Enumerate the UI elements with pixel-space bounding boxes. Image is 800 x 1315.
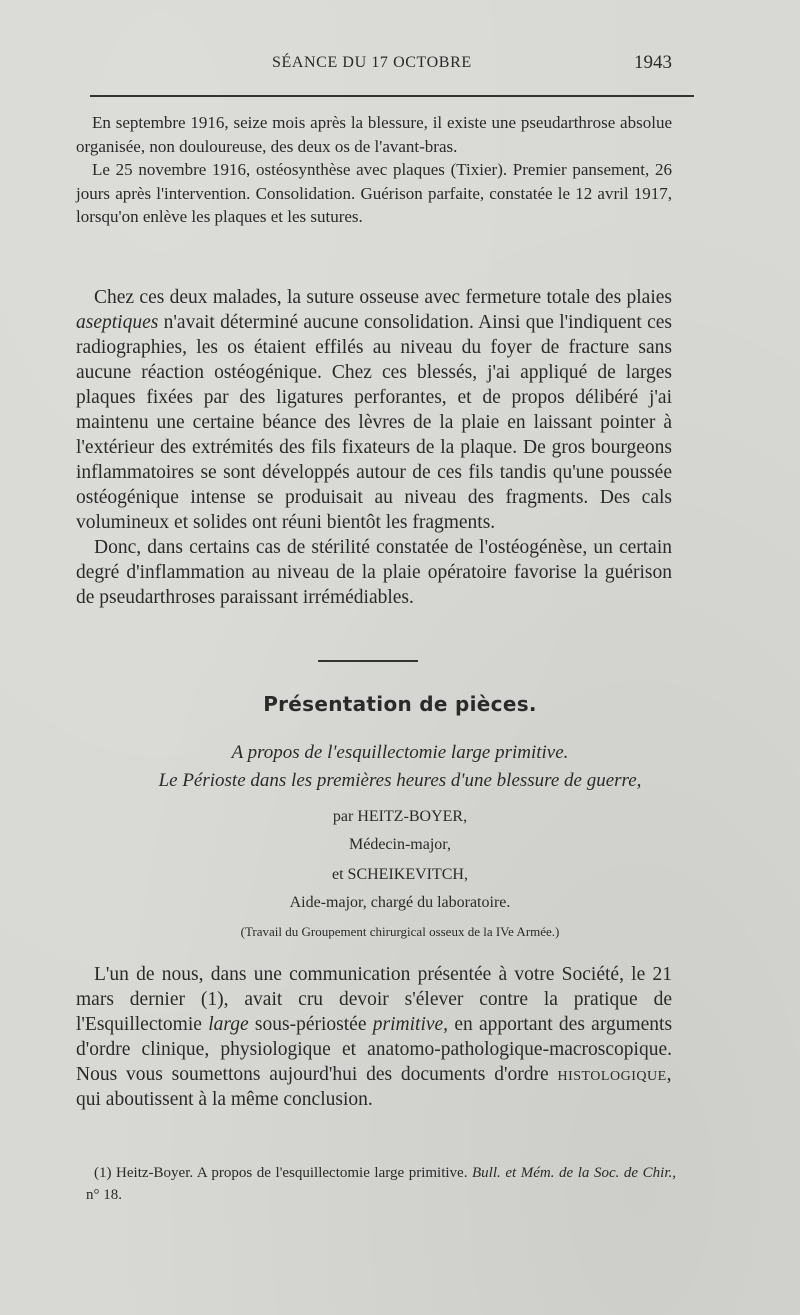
footnote-text-a: (1) Heitz-Boyer. A propos de l'esquillectomie large primitive. [94,1165,468,1181]
page-number: 1943 [634,52,672,73]
article-italic-2: primitive, [372,1014,449,1035]
footnote-text [86,1162,676,1206]
discussion-paragraph-2: Donc, dans certains cas de stérilité constatée de l'ostéogénèse, un certain degré d'inflammation au niveau de la plaie opératoire favorise la guérison de pseudarthroses paraissant irrémédiables. [76,537,672,608]
case-paragraph-1: En septembre 1916, seize mois après la blessure, il existe une pseudarthrose absolue organisée, non douloureuse, des deux os de l'avant-bras. [76,113,672,156]
discussion-text-b: n'avait déterminé aucune consolidation. Ainsi que l'indiquent ces radiographies, les os étaient effilés au niveau du foyer de fracture sans aucune réaction ostéogénique. Chez ces blessés, j'ai appliqué de larges plaques fixées par des ligatures perforantes, et de propos délibéré j'ai maintenu une certaine béance des lèvres de la plaie en laissant pointer à l'extérieur des extrémités des fils fixateurs de la plaque. De gros bourgeons inflammatoires se sont développés autour de ces fils tandis qu'une poussée ostéogénique intense se produisait au niveau des fragments. Des cals volumineux et solides ont réuni bientôt les fragments. [76,312,673,533]
footnote [86,1162,676,1206]
article-paragraph [76,962,672,1112]
section-separator [318,660,418,662]
article-text-a: L'un de nous, dans une communication présentée à votre Société, le 21 mars dernier (1), avait cru devoir s'élever contre la pratique de l'Esquillectomie [76,964,672,1035]
article-body [76,962,672,1112]
article-text-b: sous-périostée [254,1014,367,1035]
running-title: SÉANCE DU 17 OCTOBRE [272,54,472,71]
author-1: par HEITZ-BOYER, [332,808,468,825]
author-1-role: Médecin-major, [349,836,451,853]
running-header [74,54,674,82]
author-2-role: Aide-major, chargé du laboratoire. [289,894,511,911]
article-title-line-2: Le Périoste dans les premières heures d'une blessure de guerre, [158,770,642,791]
author-2: et SCHEIKEVITCH, [332,866,468,883]
article-italic-1: large [208,1014,249,1035]
footnote-italic: Bull. et Mém. de la Soc. de Chir., [472,1165,676,1181]
article-smallcaps: histologique, [557,1064,673,1085]
article-text-c: en apportant des arguments d'ordre clinique, physiologique et anatomo-pathologique-macroscopique. Nous vous soumettons aujourd'hui des documents d'ordre [76,1014,673,1085]
discussion-italic: aseptiques [76,312,159,333]
header-rule [90,95,694,97]
footnote-text-b: n° 18. [86,1187,122,1203]
discussion [76,285,672,610]
article-title-line-1: A propos de l'esquillectomie large primitive. [231,742,569,763]
affiliation-note: (Travail du Groupement chirurgical osseux de la IVe Armée.) [240,924,560,939]
case-paragraph-2: Le 25 novembre 1916, ostéosynthèse avec plaques (Tixier). Premier pansement, 26 jours après l'intervention. Consolidation. Guérison parfaite, constatée le 12 avril 1917, lorsqu'on enlève les plaques et les sutures. [76,160,672,226]
discussion-text-a: Chez ces deux malades, la suture osseuse avec fermeture totale des plaies [94,287,672,308]
discussion-paragraph-1 [76,285,672,535]
section-title: Présentation de pièces. [263,692,537,716]
article-text-d: qui aboutissent à la même conclusion. [76,1089,373,1110]
case-notes [76,111,672,229]
